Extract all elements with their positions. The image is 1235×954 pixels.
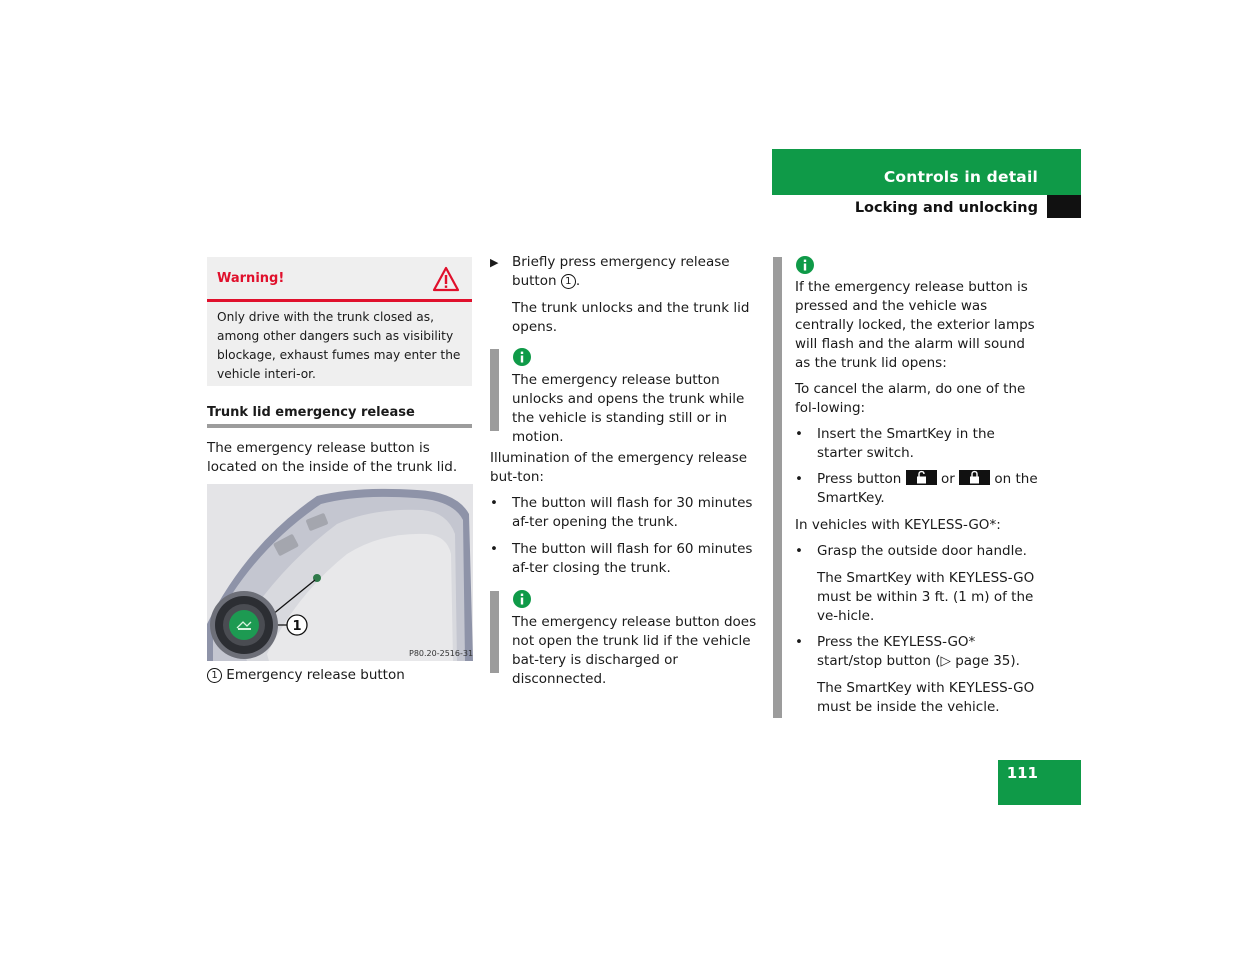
- info-text-1: The emergency release button unlocks and opens the trunk while the vehicle is standing still or in motion.: [512, 372, 745, 445]
- lock-button-icon: [959, 470, 990, 485]
- trunk-lid-figure: [207, 484, 473, 661]
- bullet-dot: •: [490, 495, 498, 511]
- info-icon: [513, 348, 531, 366]
- bullet-text-or: or: [940, 471, 955, 487]
- subsection-title: Locking and unlocking: [854, 200, 1038, 216]
- warning-text: Only drive with the trunk closed as, among other dangers such as visibility blockage, exhaust fumes may enter the vehicle interi-or.: [217, 310, 461, 381]
- unlock-button-icon: [906, 470, 937, 485]
- illumination-list: [490, 494, 758, 578]
- bullet-dot: •: [795, 426, 803, 442]
- info-icon: [796, 256, 814, 274]
- info-bar-3: [773, 257, 782, 718]
- illumination-intro: Illumination of the emergency release but-ton:: [490, 450, 748, 485]
- bullet-text-a: Press button: [817, 471, 902, 487]
- info-bar-2: [490, 591, 499, 673]
- figure-callout-number: 1: [292, 619, 302, 634]
- cancel-intro: To cancel the alarm, do one of the fol-lowing:: [795, 381, 1026, 416]
- heading-rule: [207, 424, 472, 428]
- warning-title: Warning!: [217, 271, 285, 286]
- bullet-text: The button will flash for 60 minutes af-ter closing the trunk.: [512, 541, 753, 576]
- section-title: Controls in detail: [883, 168, 1038, 186]
- figure-code: P80.20-2516-31: [409, 649, 473, 658]
- list-item: [795, 470, 1043, 508]
- alarm-info-text: If the emergency release button is pressed and the vehicle was centrally locked, the exterior lamps will flash and the alarm will sound as the trunk lid opens:: [795, 279, 1035, 371]
- step-marker-icon: ▶: [490, 256, 499, 269]
- bullet-text: Grasp the outside door handle.: [817, 543, 1027, 559]
- list-item: [490, 494, 758, 532]
- warning-box: [207, 257, 472, 386]
- info-bar-1: [490, 349, 499, 431]
- bullet-dot: •: [490, 541, 498, 557]
- bullet-dot: •: [795, 543, 803, 559]
- page-number: 111: [1006, 764, 1038, 782]
- bullet-text: Press the KEYLESS-GO* start/stop button (▷ page 35).: [817, 634, 1020, 669]
- list-item: [795, 542, 1043, 561]
- step-result: The trunk unlocks and the trunk lid opens.: [512, 300, 750, 335]
- intro-paragraph: The emergency release button is located on the inside of the trunk lid.: [207, 440, 458, 475]
- bullet-text: The button will flash for 30 minutes af-ter opening the trunk.: [512, 495, 753, 530]
- step-text: Briefly press emergency release button: [512, 254, 730, 289]
- keyless-intro: In vehicles with KEYLESS-GO*:: [795, 517, 1001, 533]
- info-text-2: The emergency release button does not open the trunk lid if the vehicle bat-tery is discharged or disconnected.: [512, 614, 757, 687]
- bullet-text-b: on the SmartKey.: [817, 471, 1038, 506]
- figure-caption: [207, 666, 472, 685]
- caption-number: 1: [207, 668, 222, 683]
- trunk-lid-illustration: [207, 484, 473, 661]
- warning-triangle-icon: [432, 266, 460, 292]
- list-item: [795, 633, 1043, 671]
- step-ref-number: 1: [561, 274, 576, 289]
- list-item: [795, 425, 1043, 463]
- bullet-dot: •: [795, 634, 803, 650]
- list-item: [490, 540, 758, 578]
- info-column: [795, 278, 1043, 717]
- bullet-note: The SmartKey with KEYLESS-GO must be inside the vehicle.: [817, 680, 1035, 715]
- section-heading: Trunk lid emergency release: [207, 405, 415, 420]
- bullet-note: The SmartKey with KEYLESS-GO must be within 3 ft. (1 m) of the ve-hicle.: [817, 570, 1035, 624]
- step-instruction: ▶ Briefly press emergency release button 1 . The trunk unlocks and the trunk lid opens.: [490, 253, 755, 337]
- caption-text: Emergency release button: [226, 667, 405, 683]
- bullet-text: Insert the SmartKey in the starter switch.: [817, 426, 995, 461]
- bullet-dot: •: [795, 471, 803, 487]
- header-marker: [1047, 195, 1081, 218]
- info-icon: [513, 590, 531, 608]
